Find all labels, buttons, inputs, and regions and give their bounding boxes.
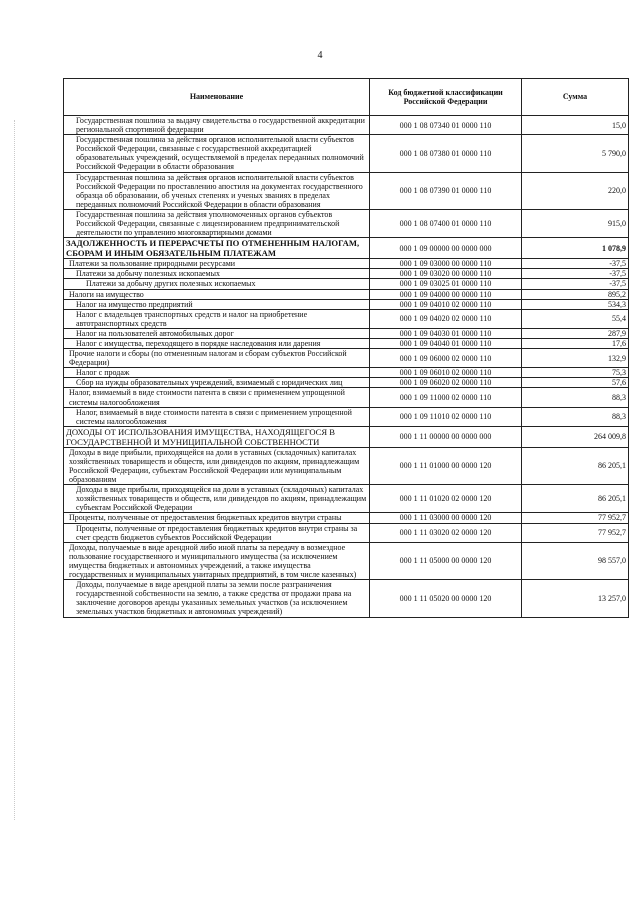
code-cell: 000 1 09 03000 00 0000 110 — [370, 259, 522, 269]
code-cell: 000 1 09 03025 01 0000 110 — [370, 279, 522, 289]
sum-cell: 75,3 — [522, 368, 629, 378]
sum-cell: 132,9 — [522, 349, 629, 368]
code-cell: 000 1 11 01000 00 0000 120 — [370, 447, 522, 484]
sum-cell: -37,5 — [522, 279, 629, 289]
table-row — [64, 338, 629, 348]
name-cell: Проценты, полученные от предоставления бюджетных кредитов внутри страны — [64, 513, 370, 523]
code-cell: 000 1 11 05000 00 0000 120 — [370, 542, 522, 579]
header-sum: Сумма — [522, 79, 629, 116]
code-cell: 000 1 11 01020 02 0000 120 — [370, 485, 522, 513]
code-cell: 000 1 09 04010 02 0000 110 — [370, 299, 522, 309]
code-cell: 000 1 09 04040 01 0000 110 — [370, 338, 522, 348]
code-cell: 000 1 11 00000 00 0000 000 — [370, 426, 522, 447]
name-cell: Налог на пользователей автомобильных дорог — [64, 328, 370, 338]
sum-cell: 55,4 — [522, 309, 629, 328]
name-cell: Доходы в виде прибыли, приходящейся на доли в уставных (складочных) капиталах хозяйственных товариществ и обществ, или дивидендов по акциям, принадлежащим Российской Федерации, субъектам Российской Федерации или муниципальным образованиям — [64, 447, 370, 484]
table-row — [64, 447, 629, 484]
table-header-row — [64, 79, 629, 116]
table-row — [64, 513, 629, 523]
table-row — [64, 378, 629, 388]
table-row — [64, 388, 629, 407]
sum-cell: 77 952,7 — [522, 513, 629, 523]
header-name: Наименование — [64, 79, 370, 116]
code-cell: 000 1 09 06020 02 0000 110 — [370, 378, 522, 388]
name-cell: Государственная пошлина за действия уполномоченных органов субъектов Российской Федерации, связанные с лицензированием предпринимательской деятельности по управлению многоквартирными домами — [64, 209, 370, 237]
sum-cell: 5 790,0 — [522, 135, 629, 172]
sum-cell: 287,9 — [522, 328, 629, 338]
code-cell: 000 1 11 03000 00 0000 120 — [370, 513, 522, 523]
name-cell: Налог с продаж — [64, 368, 370, 378]
sum-cell: 895,2 — [522, 289, 629, 299]
table-row — [64, 523, 629, 542]
sum-cell: -37,5 — [522, 269, 629, 279]
name-cell: Сбор на нужды образовательных учреждений, взимаемый с юридических лиц — [64, 378, 370, 388]
table-row — [64, 426, 629, 447]
header-code: Код бюджетной классификации Российской Федерации — [370, 79, 522, 116]
table-row — [64, 269, 629, 279]
name-cell: Платежи за пользование природными ресурсами — [64, 259, 370, 269]
sum-cell: 88,3 — [522, 388, 629, 407]
sum-cell: 88,3 — [522, 407, 629, 426]
code-cell: 000 1 09 03020 00 0000 110 — [370, 269, 522, 279]
name-cell: Доходы, получаемые в виде арендной платы за земли после разграничения государственной собственности на землю, а также средства от продажи права на заключение договоров аренды указанных земельных участков (за исключением земельных участков бюджетных и автономных учреждений) — [64, 580, 370, 617]
name-cell: ДОХОДЫ ОТ ИСПОЛЬЗОВАНИЯ ИМУЩЕСТВА, НАХОДЯЩЕГОСЯ В ГОСУДАРСТВЕННОЙ И МУНИЦИПАЛЬНОЙ СОБСТВЕННОСТИ — [64, 426, 370, 447]
table-row — [64, 349, 629, 368]
name-cell: Государственная пошлина за действия органов исполнительной власти субъектов Российской Федерации по проставлению апостиля на документах государственного образца об образовании, об ученых степенях и ученых званиях в пределах переданных полномочий Российской Федерации в области образования — [64, 172, 370, 209]
sum-cell: 915,0 — [522, 209, 629, 237]
code-cell: 000 1 09 04000 00 0000 110 — [370, 289, 522, 299]
name-cell: Государственная пошлина за действия органов исполнительной власти субъектов Российской Федерации, связанные с государственной аккредитацией образовательных учреждений, осуществляемой в пределах переданных полномочий Российской Федерации в области образования — [64, 135, 370, 172]
table-row — [64, 116, 629, 135]
sum-cell: 98 557,0 — [522, 542, 629, 579]
code-cell: 000 1 11 03020 02 0000 120 — [370, 523, 522, 542]
sum-cell: 264 009,8 — [522, 426, 629, 447]
sum-cell: 1 078,9 — [522, 238, 629, 259]
sum-cell: -37,5 — [522, 259, 629, 269]
code-cell: 000 1 09 04030 01 0000 110 — [370, 328, 522, 338]
code-cell: 000 1 11 05020 00 0000 120 — [370, 580, 522, 617]
name-cell: Налог, взимаемый в виде стоимости патента в связи с применением упрощенной системы налогообложения — [64, 407, 370, 426]
budget-revenue-table — [63, 78, 629, 618]
scan-margin-marks — [14, 120, 16, 820]
sum-cell: 15,0 — [522, 116, 629, 135]
table-row — [64, 580, 629, 617]
code-cell: 000 1 09 11000 02 0000 110 — [370, 388, 522, 407]
code-cell: 000 1 09 06000 02 0000 110 — [370, 349, 522, 368]
table-row — [64, 135, 629, 172]
code-cell: 000 1 09 11010 02 0000 110 — [370, 407, 522, 426]
name-cell: Проценты, полученные от предоставления бюджетных кредитов внутри страны за счет средств бюджетов субъектов Российской Федерации — [64, 523, 370, 542]
name-cell: Налоги на имущество — [64, 289, 370, 299]
page-number: 4 — [317, 50, 323, 61]
table-row — [64, 259, 629, 269]
sum-cell: 86 205,1 — [522, 485, 629, 513]
name-cell: Платежи за добычу других полезных ископаемых — [64, 279, 370, 289]
name-cell: Налог, взимаемый в виде стоимости патента в связи с применением упрощенной системы налогообложения — [64, 388, 370, 407]
sum-cell: 220,0 — [522, 172, 629, 209]
table-row — [64, 209, 629, 237]
table-row — [64, 238, 629, 259]
name-cell: Налог на имущество предприятий — [64, 299, 370, 309]
table-row — [64, 407, 629, 426]
table-row — [64, 299, 629, 309]
table-row — [64, 289, 629, 299]
table-row — [64, 309, 629, 328]
table-row — [64, 172, 629, 209]
name-cell: ЗАДОЛЖЕННОСТЬ И ПЕРЕРАСЧЕТЫ ПО ОТМЕНЕННЫМ НАЛОГАМ, СБОРАМ И ИНЫМ ОБЯЗАТЕЛЬНЫМ ПЛАТЕЖАМ — [64, 238, 370, 259]
code-cell: 000 1 08 07390 01 0000 110 — [370, 172, 522, 209]
code-cell: 000 1 09 00000 00 0000 000 — [370, 238, 522, 259]
name-cell: Налог с имущества, переходящего в порядке наследования или дарения — [64, 338, 370, 348]
sum-cell: 17,6 — [522, 338, 629, 348]
name-cell: Доходы в виде прибыли, приходящейся на доли в уставных (складочных) капиталах хозяйственных товариществ и обществ, или дивидендов по акциям, принадлежащим субъектам Российской Федерации — [64, 485, 370, 513]
name-cell: Платежи за добычу полезных ископаемых — [64, 269, 370, 279]
sum-cell: 86 205,1 — [522, 447, 629, 484]
table-body — [64, 116, 629, 618]
sum-cell: 77 952,7 — [522, 523, 629, 542]
name-cell: Государственная пошлина за выдачу свидетельства о государственной аккредитации региональной спортивной федерации — [64, 116, 370, 135]
sum-cell: 13 257,0 — [522, 580, 629, 617]
sum-cell: 534,3 — [522, 299, 629, 309]
sum-cell: 57,6 — [522, 378, 629, 388]
table-row — [64, 328, 629, 338]
name-cell: Прочие налоги и сборы (по отмененным налогам и сборам субъектов Российской Федерации) — [64, 349, 370, 368]
table-row — [64, 542, 629, 579]
name-cell: Налог с владельцев транспортных средств и налог на приобретение автотранспортных средств — [64, 309, 370, 328]
code-cell: 000 1 08 07400 01 0000 110 — [370, 209, 522, 237]
code-cell: 000 1 09 04020 02 0000 110 — [370, 309, 522, 328]
code-cell: 000 1 09 06010 02 0000 110 — [370, 368, 522, 378]
table-row — [64, 485, 629, 513]
code-cell: 000 1 08 07380 01 0000 110 — [370, 135, 522, 172]
table-row — [64, 368, 629, 378]
table-row — [64, 279, 629, 289]
code-cell: 000 1 08 07340 01 0000 110 — [370, 116, 522, 135]
name-cell: Доходы, получаемые в виде арендной либо иной платы за передачу в возмездное пользование государственного и муниципального имущества (за исключением имущества бюджетных и автономных учреждений, а также имущества государственных и муниципальных унитарных предприятий, в том числе казенных) — [64, 542, 370, 579]
